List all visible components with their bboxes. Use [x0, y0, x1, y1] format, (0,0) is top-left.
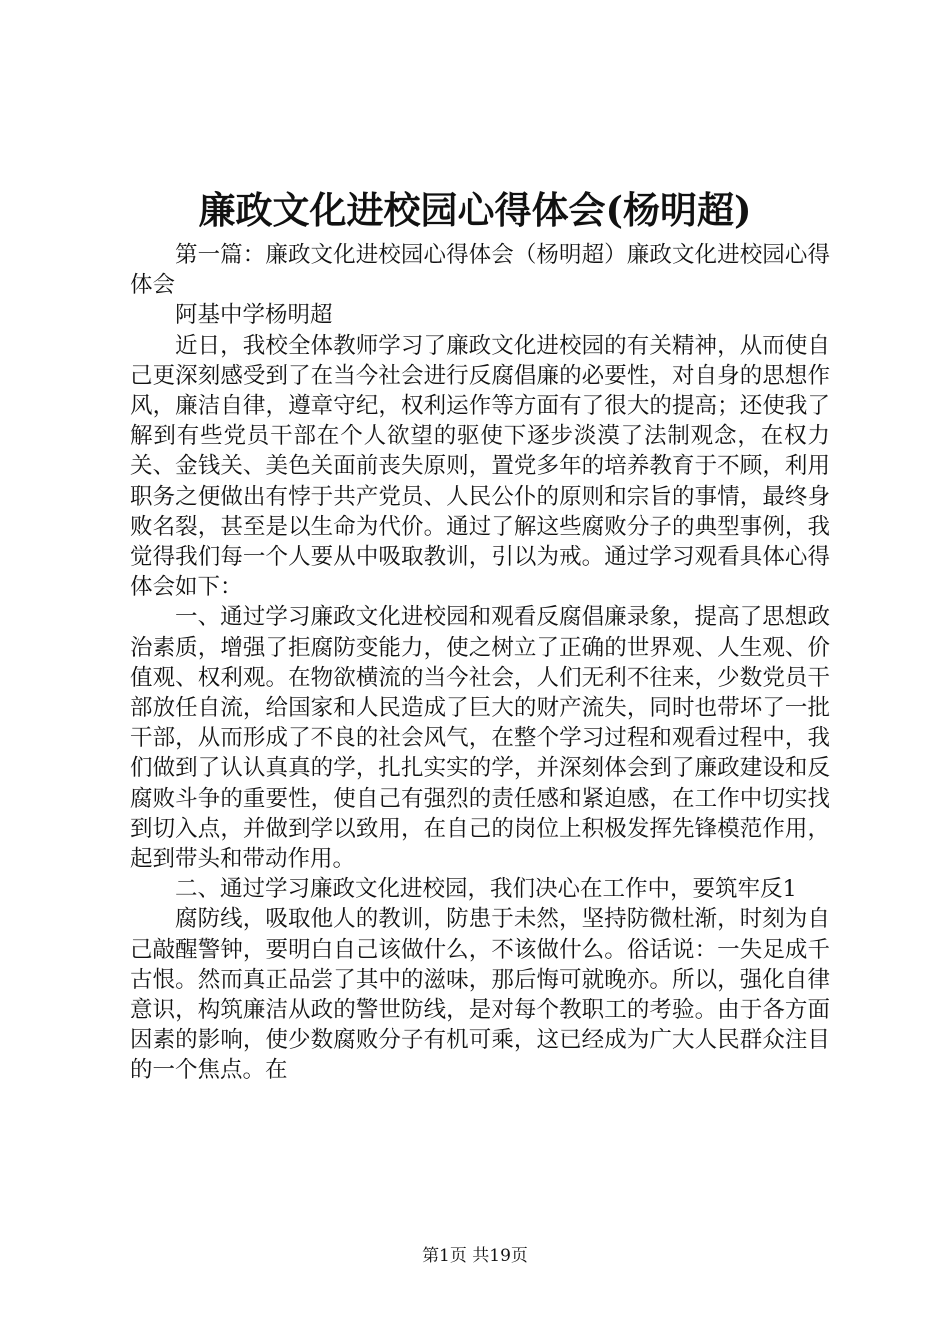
- paragraph-author-line: 阿基中学杨明超: [175, 302, 333, 329]
- paragraph-intro: 近日，我校全体教师学习了廉政文化进校园的有关精神，从而使自己更深刻感受到了在当今社会进行反腐倡廉的必要性，对自身的思想作风，廉洁自律，遵章守纪，权利运作等方面有了很大的提高；还使我了解到有些党员干部在个人欲望的驱使下逐步淡漠了法制观念，在权力关、金钱关、美色关面前丧失原则，置党多年的培养教育于不顾，利用职务之便做出有悖于共产党员、人民公仆的原则和宗旨的事情，最终身败名裂，甚至是以生命为代价。通过了解这些腐败分子的典型事例，我觉得我们每一个人要从中吸取教训，引以为戒。通过学习观看具体心得体会如下：: [130, 332, 830, 601]
- paragraph-continuation: 腐防线，吸取他人的教训，防患于未然，坚持防微杜渐，时刻为自己敲醒警钟，要明白自己该做什么，不该做什么。俗话说：一失足成千古恨。然而真正品尝了其中的滋味，那后悔可就晚亦。所以，强化自律意识，构筑廉洁从政的警世防线，是对每个教职工的考验。由于各方面因素的影响，使少数腐败分子有机可乘，这已经成为广大人民群众注目的一个焦点。在: [130, 906, 830, 1084]
- document-body: [130, 240, 830, 1086]
- document-title: 廉政文化进校园心得体会(杨明超): [198, 188, 752, 232]
- paragraph-heading-line: 第一篇：廉政文化进校园心得体会（杨明超）廉政文化进校园心得体会: [130, 242, 830, 299]
- page-number-footer: 第1页 共19页: [422, 1246, 528, 1266]
- paragraph-point-two: 二、通过学习廉政文化进校园，我们决心在工作中，要筑牢反1: [175, 876, 797, 903]
- paragraph-point-one: 一、通过学习廉政文化进校园和观看反腐倡廉录象，提高了思想政治素质，增强了拒腐防变能力，使之树立了正确的世界观、人生观、价值观、权利观。在物欲横流的当今社会，人们无利不往来，少数党员干部放任自流，给国家和人民造成了巨大的财产流失，同时也带坏了一批干部，从而形成了不良的社会风气，在整个学习过程和观看过程中，我们做到了认认真真的学，扎扎实实的学，并深刻体会到了廉政建设和反腐败斗争的重要性，使自己有强烈的责任感和紧迫感，在工作中切实找到切入点，并做到学以致用，在自己的岗位上积极发挥先锋模范作用，起到带头和带动作用。: [130, 604, 830, 873]
